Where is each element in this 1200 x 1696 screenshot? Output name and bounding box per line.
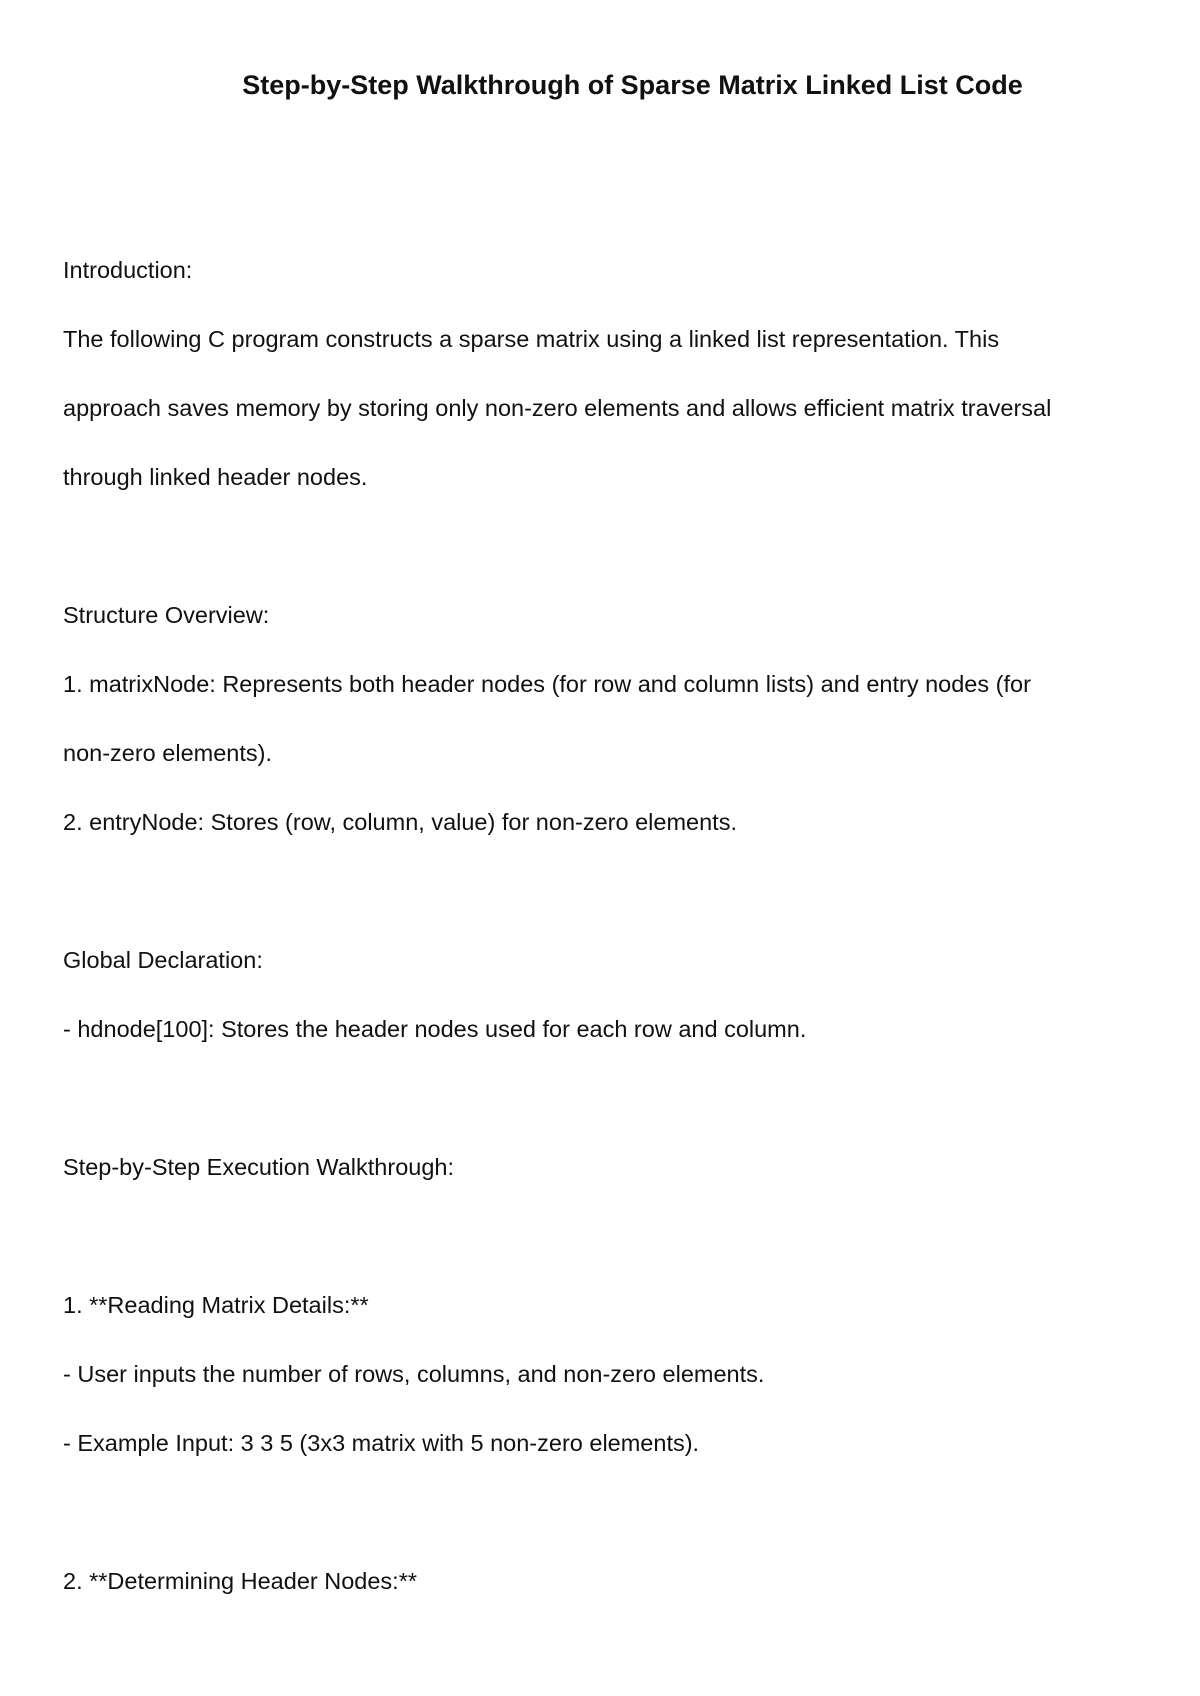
structure-overview-heading: Structure Overview:	[63, 602, 270, 628]
walkthrough-heading: Step-by-Step Execution Walkthrough:	[63, 1154, 454, 1180]
structure-overview-line-2: non-zero elements).	[63, 740, 272, 766]
step-1-line-1: - User inputs the number of rows, columns, and non-zero elements.	[63, 1361, 765, 1387]
introduction-line-1: The following C program constructs a sparse matrix using a linked list representation. This	[63, 326, 1000, 352]
structure-overview-line-3: 2. entryNode: Stores (row, column, value) for non-zero elements.	[63, 809, 737, 835]
step-1-line-2: - Example Input: 3 3 5 (3x3 matrix with 5 non-zero elements).	[63, 1430, 700, 1456]
global-declaration-line-1: - hdnode[100]: Stores the header nodes used for each row and column.	[63, 1016, 807, 1042]
step-2-heading: 2. **Determining Header Nodes:**	[63, 1568, 417, 1594]
introduction-line-2: approach saves memory by storing only non-zero elements and allows efficient matrix traversal	[63, 395, 1052, 421]
structure-overview-line-1: 1. matrixNode: Represents both header nodes (for row and column lists) and entry nodes (for	[63, 671, 1031, 697]
introduction-line-3: through linked header nodes.	[63, 464, 368, 490]
global-declaration-heading: Global Declaration:	[63, 947, 263, 973]
document-title: Step-by-Step Walkthrough of Sparse Matrix Linked List Code	[242, 70, 1023, 100]
introduction-heading: Introduction:	[63, 257, 193, 283]
step-1-heading: 1. **Reading Matrix Details:**	[63, 1292, 369, 1318]
